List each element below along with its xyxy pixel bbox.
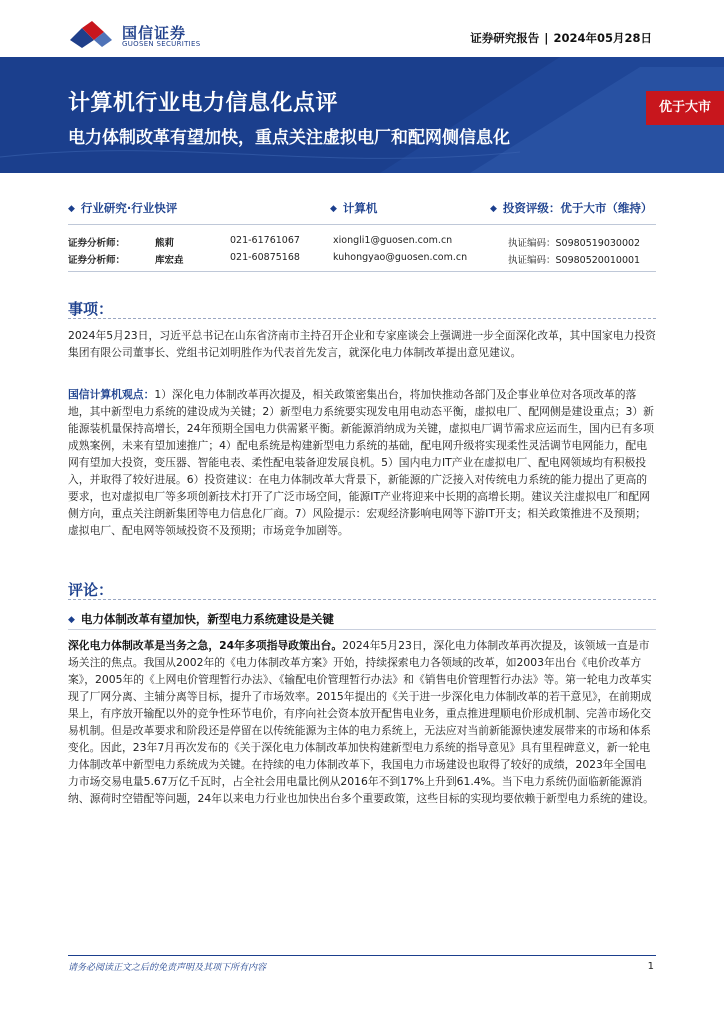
meta-separator: |	[544, 31, 549, 45]
event-paragraph: 2024年5月23日，习近平总书记在山东省济南市主持召开企业和专家座谈会上强调进一步全面深化改革，其中国家电力投资集团有限公司董事长、党组书记刘明胜作为代表首先发言，就深化电力体制改革提出意见建议。	[68, 329, 656, 359]
section-divider	[68, 318, 656, 319]
rating-tag: 优于大市	[646, 91, 724, 125]
analyst-license: 执证编码：S0980519030002	[508, 238, 641, 249]
analyst-name: 熊莉	[155, 238, 175, 249]
analyst-role: 证券分析师：	[68, 238, 126, 249]
industry	[330, 200, 377, 216]
analyst-role: 证券分析师：	[68, 255, 126, 266]
rating-label: 投资评级：优于大市（维持）	[502, 201, 653, 215]
subheading-divider	[68, 629, 656, 630]
company-name-en: GUOSEN SECURITIES	[122, 40, 201, 48]
report-meta	[470, 30, 652, 46]
view-paragraph	[68, 386, 656, 539]
investment-rating	[490, 200, 652, 216]
report-title: 计算机行业电力信息化点评	[68, 91, 339, 116]
diamond-icon: ◆	[490, 204, 497, 214]
subheading-text: 电力体制改革有望加快，新型电力系统建设是关键	[80, 612, 334, 626]
commentary-paragraph	[68, 637, 656, 807]
diamond-icon: ◆	[68, 615, 75, 625]
title-banner	[0, 57, 724, 173]
report-subtitle: 电力体制改革有望加快，重点关注虚拟电厂和配网侧信息化	[68, 128, 510, 148]
event-heading: 事项：	[68, 300, 114, 318]
page-number: 1	[647, 961, 654, 972]
report-category-label: 行业研究·行业快评	[80, 201, 178, 215]
report-date: 2024年05月28日	[553, 31, 652, 45]
view-lead: 国信计算机观点：	[68, 388, 155, 401]
report-type: 证券研究报告	[470, 31, 540, 45]
section-divider	[68, 599, 656, 600]
analyst-email[interactable]: kuhongyao@guosen.com.cn	[333, 252, 468, 263]
report-category	[68, 200, 177, 216]
analyst-license: 执证编码：S0980520010001	[508, 255, 641, 266]
view-text: 1）深化电力体制改革再次提及，相关政策密集出台，将加快推动各部门及企事业单位对各项改革的落地，其中新型电力系统的建设成为关键；2）新型电力系统要实现发电用电动态平衡，虚拟电厂、配网侧是建设重点；3）新能源装机量保持高增长，24年预期全国电力供需紧平衡。新能源消纳成为关键，虚拟电厂调节需求应运而生，国内已有多项成熟案例，未来有望加速推广；4）配电系统是构建新型电力系统的基础，配电网升级将实现柔性灵活调节电网能力，配电网有望加大投资，变压器、智能电表、柔性配电装备迎发展良机。5）国内电力IT产业在虚拟电厂、配电网领域均有积极投入，并取得了较好进展。6）投资建议：在电力体制改革大背景下，新能源的广泛接入对传统电力系统的能力提出了更高的要求，也对虚拟电厂等多项创新技术打开了广泛市场空间，能源IT产业将迎来中长期的高增长期。建议关注虚拟电厂和配网侧方向，重点关注朗新集团等电力信息化厂商。7）风险提示：宏观经济影响电网等下游IT开支；相关政策推进不及预期；虚拟电厂、配电网等领域投资不及预期；市场竞争加剧等。	[68, 388, 654, 537]
company-name-cn: 国信证券	[122, 24, 187, 42]
disclaimer-note: 请务必阅读正文之后的免责声明及其项下所有内容	[68, 963, 267, 973]
analyst-name: 库宏垚	[155, 255, 184, 266]
commentary-lead: 深化电力体制改革是当务之急，24年多项指导政策出台。	[68, 639, 343, 652]
analyst-phone: 021-60875168	[230, 252, 300, 263]
diamond-icon: ◆	[68, 204, 75, 214]
guosen-logo-icon	[68, 20, 114, 50]
analyst-email[interactable]: xiongli1@guosen.com.cn	[333, 235, 453, 246]
industry-label: 计算机	[342, 201, 378, 215]
footer-divider	[68, 955, 656, 956]
commentary-heading: 评论：	[68, 581, 114, 599]
analyst-phone: 021-61761067	[230, 235, 300, 246]
commentary-subheading	[68, 611, 334, 627]
commentary-text: 2024年5月23日，深化电力体制改革再次提及，该领域一直是市场关注的焦点。我国从2002年的《电力体制改革方案》开始，持续探索电力各领域的改革，如2003年出台《电价改革方案》，2005年的《上网电价管理暂行办法》、《输配电价管理暂行办法》和《销售电价管理暂行办法》等。第一轮电力改革实现了厂网分离、主辅分离等目标，提升了市场效率。2015年提出的《关于进一步深化电力体制改革的若干意见》，在前期成果上，有序放开输配以外的竞争性环节电价，有序向社会资本放开配售电业务，重点推进理顺电价形成机制、完善市场化交易机制。但是改革要求和阶段还是停留在以传统能源为主体的电力系统上，无法应对当前新能源快速发展带来的市场和体系变化。因此，23年7月再次发布的《关于深化电力体制改革加快构建新型电力系统的指导意见》具有里程碑意义，新一轮电力体制改革中新型电力系统成为关键。在持续的电力体制改革下，我国电力市场建设也取得了较好的成绩，2023年全国电力市场交易电量5.67万亿千瓦时，占全社会用电量比例从2016年不到17%上升到61.4%。当下电力系统仍面临新能源消纳、源荷时空错配等问题，24年以来电力行业也加快出台多个重要政策，这些目标的实现均要依赖于新型电力系统的建设。	[68, 639, 654, 805]
diamond-icon: ◆	[330, 204, 337, 214]
